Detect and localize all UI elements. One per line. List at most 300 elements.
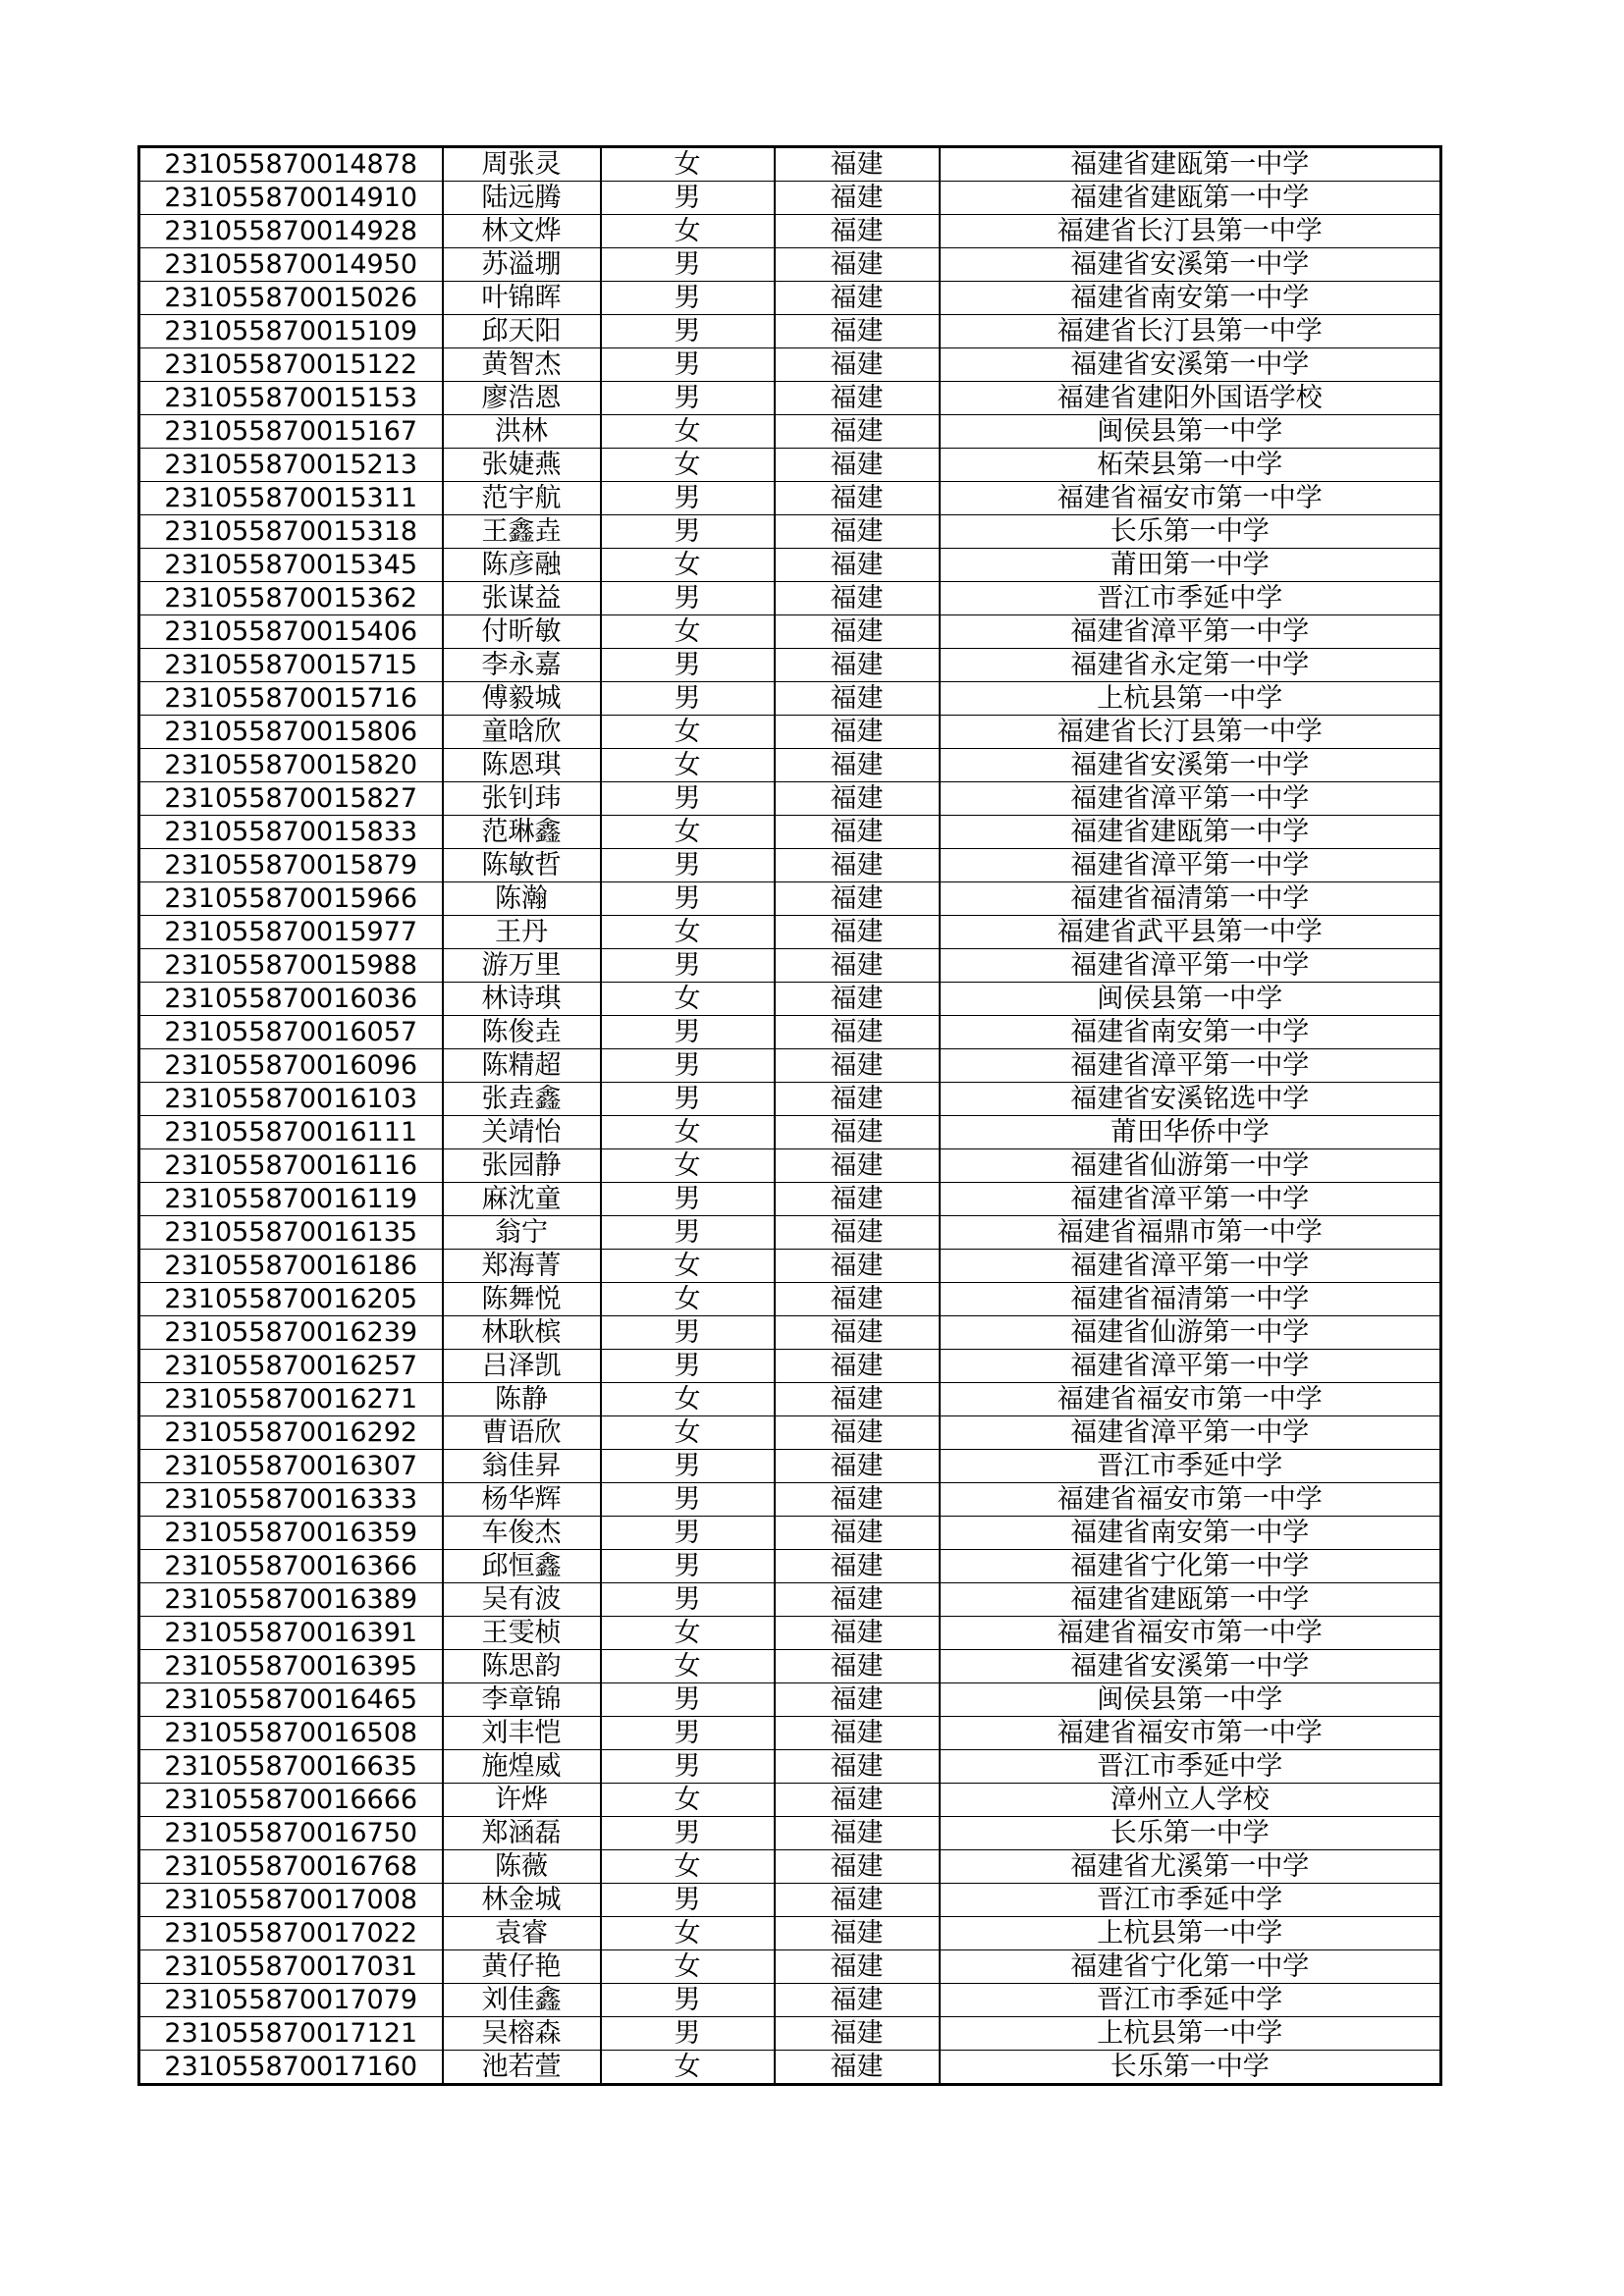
school-cell: 上杭县第一中学 [940, 1917, 1441, 1950]
gender-cell: 男 [601, 1984, 775, 2017]
school-cell: 福建省仙游第一中学 [940, 1316, 1441, 1350]
province-cell: 福建 [775, 1116, 940, 1149]
exam-id-cell: 231055870017031 [139, 1950, 443, 1984]
roster-body [139, 147, 1441, 2085]
gender-cell: 女 [601, 615, 775, 649]
school-cell: 长乐第一中学 [940, 1817, 1441, 1850]
province-cell: 福建 [775, 1183, 940, 1216]
gender-cell: 女 [601, 1116, 775, 1149]
table-row [139, 1850, 1441, 1884]
student-name-cell: 林金城 [443, 1884, 601, 1917]
gender-cell: 女 [601, 1650, 775, 1683]
school-cell: 福建省福安市第一中学 [940, 1383, 1441, 1416]
exam-id-cell: 231055870016205 [139, 1283, 443, 1316]
table-row [139, 1450, 1441, 1483]
school-cell: 漳州立人学校 [940, 1784, 1441, 1817]
student-name-cell: 邱恒鑫 [443, 1550, 601, 1583]
exam-id-cell: 231055870016119 [139, 1183, 443, 1216]
school-cell: 福建省长汀县第一中学 [940, 315, 1441, 348]
student-name-cell: 杨华辉 [443, 1483, 601, 1517]
gender-cell: 男 [601, 1583, 775, 1617]
province-cell: 福建 [775, 882, 940, 916]
exam-id-cell: 231055870016666 [139, 1784, 443, 1817]
exam-id-cell: 231055870015806 [139, 716, 443, 749]
gender-cell: 男 [601, 949, 775, 983]
exam-id-cell: 231055870014878 [139, 147, 443, 182]
school-cell: 晋江市季延中学 [940, 1984, 1441, 2017]
province-cell: 福建 [775, 1316, 940, 1350]
table-row [139, 348, 1441, 382]
exam-id-cell: 231055870015827 [139, 782, 443, 816]
province-cell: 福建 [775, 1483, 940, 1517]
student-name-cell: 翁佳昇 [443, 1450, 601, 1483]
exam-id-cell: 231055870015122 [139, 348, 443, 382]
student-name-cell: 陈薇 [443, 1850, 601, 1884]
school-cell: 福建省南安第一中学 [940, 282, 1441, 315]
table-row [139, 1750, 1441, 1784]
gender-cell: 男 [601, 1183, 775, 1216]
province-cell: 福建 [775, 415, 940, 449]
student-name-cell: 陈舞悦 [443, 1283, 601, 1316]
province-cell: 福建 [775, 1383, 940, 1416]
gender-cell: 男 [601, 1717, 775, 1750]
student-name-cell: 陈恩琪 [443, 749, 601, 782]
gender-cell: 女 [601, 716, 775, 749]
exam-id-cell: 231055870016333 [139, 1483, 443, 1517]
table-row [139, 582, 1441, 615]
gender-cell: 女 [601, 816, 775, 849]
student-name-cell: 付昕敏 [443, 615, 601, 649]
gender-cell: 女 [601, 749, 775, 782]
gender-cell: 女 [601, 1250, 775, 1283]
student-name-cell: 童晗欣 [443, 716, 601, 749]
gender-cell: 男 [601, 1350, 775, 1383]
school-cell: 福建省南安第一中学 [940, 1016, 1441, 1049]
exam-id-cell: 231055870016135 [139, 1216, 443, 1250]
province-cell: 福建 [775, 482, 940, 515]
table-row [139, 1550, 1441, 1583]
table-row [139, 1083, 1441, 1116]
table-row [139, 482, 1441, 515]
table-row [139, 415, 1441, 449]
school-cell: 闽侯县第一中学 [940, 983, 1441, 1016]
exam-id-cell: 231055870015167 [139, 415, 443, 449]
gender-cell: 女 [601, 1784, 775, 1817]
gender-cell: 男 [601, 482, 775, 515]
table-row [139, 215, 1441, 248]
school-cell: 福建省漳平第一中学 [940, 1350, 1441, 1383]
student-name-cell: 刘丰恺 [443, 1717, 601, 1750]
table-row [139, 782, 1441, 816]
gender-cell: 男 [601, 1750, 775, 1784]
student-name-cell: 袁睿 [443, 1917, 601, 1950]
table-row [139, 1950, 1441, 1984]
table-row [139, 1483, 1441, 1517]
table-row [139, 615, 1441, 649]
gender-cell: 男 [601, 782, 775, 816]
table-row [139, 682, 1441, 716]
exam-id-cell: 231055870015153 [139, 382, 443, 415]
school-cell: 福建省漳平第一中学 [940, 1183, 1441, 1216]
province-cell: 福建 [775, 1250, 940, 1283]
gender-cell: 女 [601, 1149, 775, 1183]
student-name-cell: 张婕燕 [443, 449, 601, 482]
student-name-cell: 麻沈童 [443, 1183, 601, 1216]
province-cell: 福建 [775, 949, 940, 983]
table-row [139, 1116, 1441, 1149]
exam-id-cell: 231055870017022 [139, 1917, 443, 1950]
table-row [139, 1884, 1441, 1917]
table-row [139, 649, 1441, 682]
gender-cell: 男 [601, 382, 775, 415]
student-name-cell: 叶锦晖 [443, 282, 601, 315]
school-cell: 晋江市季延中学 [940, 1450, 1441, 1483]
exam-id-cell: 231055870016036 [139, 983, 443, 1016]
gender-cell: 男 [601, 2017, 775, 2051]
exam-id-cell: 231055870016465 [139, 1683, 443, 1717]
school-cell: 福建省宁化第一中学 [940, 1550, 1441, 1583]
school-cell: 福建省漳平第一中学 [940, 615, 1441, 649]
province-cell: 福建 [775, 315, 940, 348]
exam-id-cell: 231055870015109 [139, 315, 443, 348]
exam-id-cell: 231055870016057 [139, 1016, 443, 1049]
table-row [139, 1984, 1441, 2017]
gender-cell: 男 [601, 649, 775, 682]
exam-id-cell: 231055870015988 [139, 949, 443, 983]
table-row [139, 382, 1441, 415]
province-cell: 福建 [775, 816, 940, 849]
student-name-cell: 许烨 [443, 1784, 601, 1817]
province-cell: 福建 [775, 147, 940, 182]
exam-id-cell: 231055870016186 [139, 1250, 443, 1283]
exam-id-cell: 231055870017008 [139, 1884, 443, 1917]
table-row [139, 1250, 1441, 1283]
school-cell: 福建省福安市第一中学 [940, 1717, 1441, 1750]
gender-cell: 男 [601, 1817, 775, 1850]
student-name-cell: 游万里 [443, 949, 601, 983]
school-cell: 福建省安溪第一中学 [940, 248, 1441, 282]
province-cell: 福建 [775, 1917, 940, 1950]
exam-id-cell: 231055870016096 [139, 1049, 443, 1083]
province-cell: 福建 [775, 182, 940, 215]
student-name-cell: 陈静 [443, 1383, 601, 1416]
gender-cell: 男 [601, 1683, 775, 1717]
province-cell: 福建 [775, 1817, 940, 1850]
province-cell: 福建 [775, 1617, 940, 1650]
school-cell: 福建省仙游第一中学 [940, 1149, 1441, 1183]
exam-id-cell: 231055870015820 [139, 749, 443, 782]
school-cell: 福建省长汀县第一中学 [940, 716, 1441, 749]
gender-cell: 女 [601, 1917, 775, 1950]
gender-cell: 男 [601, 182, 775, 215]
gender-cell: 男 [601, 582, 775, 615]
province-cell: 福建 [775, 449, 940, 482]
gender-cell: 男 [601, 882, 775, 916]
school-cell: 福建省福安市第一中学 [940, 1617, 1441, 1650]
school-cell: 福建省福安市第一中学 [940, 1483, 1441, 1517]
student-name-cell: 池若萱 [443, 2051, 601, 2085]
exam-id-cell: 231055870016508 [139, 1717, 443, 1750]
province-cell: 福建 [775, 582, 940, 615]
exam-id-cell: 231055870016111 [139, 1116, 443, 1149]
province-cell: 福建 [775, 2051, 940, 2085]
school-cell: 福建省福清第一中学 [940, 882, 1441, 916]
student-name-cell: 陈彦融 [443, 549, 601, 582]
student-name-cell: 王雯桢 [443, 1617, 601, 1650]
province-cell: 福建 [775, 1517, 940, 1550]
student-name-cell: 关靖怡 [443, 1116, 601, 1149]
table-row [139, 182, 1441, 215]
student-name-cell: 吕泽凯 [443, 1350, 601, 1383]
student-name-cell: 张钊玮 [443, 782, 601, 816]
gender-cell: 男 [601, 1316, 775, 1350]
exam-id-cell: 231055870014928 [139, 215, 443, 248]
province-cell: 福建 [775, 1750, 940, 1784]
province-cell: 福建 [775, 1784, 940, 1817]
gender-cell: 女 [601, 1383, 775, 1416]
table-row [139, 147, 1441, 182]
school-cell: 福建省南安第一中学 [940, 1517, 1441, 1550]
province-cell: 福建 [775, 1083, 940, 1116]
table-row [139, 1416, 1441, 1450]
student-name-cell: 陈精超 [443, 1049, 601, 1083]
school-cell: 闽侯县第一中学 [940, 415, 1441, 449]
exam-id-cell: 231055870015406 [139, 615, 443, 649]
gender-cell: 男 [601, 515, 775, 549]
table-row [139, 882, 1441, 916]
school-cell: 晋江市季延中学 [940, 1884, 1441, 1917]
student-name-cell: 郑涵磊 [443, 1817, 601, 1850]
province-cell: 福建 [775, 1450, 940, 1483]
student-name-cell: 傅毅城 [443, 682, 601, 716]
table-row [139, 716, 1441, 749]
exam-id-cell: 231055870014950 [139, 248, 443, 282]
student-name-cell: 吴榕森 [443, 2017, 601, 2051]
table-row [139, 1517, 1441, 1550]
student-name-cell: 苏溢堋 [443, 248, 601, 282]
gender-cell: 男 [601, 348, 775, 382]
table-row [139, 949, 1441, 983]
table-row [139, 1216, 1441, 1250]
student-name-cell: 陈敏哲 [443, 849, 601, 882]
province-cell: 福建 [775, 1016, 940, 1049]
exam-id-cell: 231055870016271 [139, 1383, 443, 1416]
province-cell: 福建 [775, 649, 940, 682]
table-row [139, 1917, 1441, 1950]
student-name-cell: 范宇航 [443, 482, 601, 515]
school-cell: 福建省建阳外国语学校 [940, 382, 1441, 415]
exam-id-cell: 231055870016257 [139, 1350, 443, 1383]
province-cell: 福建 [775, 983, 940, 1016]
student-name-cell: 周张灵 [443, 147, 601, 182]
province-cell: 福建 [775, 682, 940, 716]
province-cell: 福建 [775, 1049, 940, 1083]
exam-id-cell: 231055870017079 [139, 1984, 443, 2017]
exam-id-cell: 231055870016292 [139, 1416, 443, 1450]
province-cell: 福建 [775, 549, 940, 582]
table-row [139, 1149, 1441, 1183]
province-cell: 福建 [775, 1416, 940, 1450]
school-cell: 福建省福安市第一中学 [940, 482, 1441, 515]
gender-cell: 男 [601, 282, 775, 315]
exam-id-cell: 231055870016768 [139, 1850, 443, 1884]
table-row [139, 1350, 1441, 1383]
school-cell: 福建省漳平第一中学 [940, 949, 1441, 983]
exam-id-cell: 231055870015345 [139, 549, 443, 582]
province-cell: 福建 [775, 215, 940, 248]
table-row [139, 1650, 1441, 1683]
student-name-cell: 陈瀚 [443, 882, 601, 916]
table-row [139, 1617, 1441, 1650]
school-cell: 福建省长汀县第一中学 [940, 215, 1441, 248]
gender-cell: 男 [601, 1517, 775, 1550]
student-name-cell: 吴有波 [443, 1583, 601, 1617]
school-cell: 福建省漳平第一中学 [940, 1416, 1441, 1450]
school-cell: 福建省建瓯第一中学 [940, 147, 1441, 182]
table-row [139, 549, 1441, 582]
student-name-cell: 林诗琪 [443, 983, 601, 1016]
student-name-cell: 李永嘉 [443, 649, 601, 682]
school-cell: 福建省安溪第一中学 [940, 348, 1441, 382]
gender-cell: 女 [601, 1950, 775, 1984]
province-cell: 福建 [775, 282, 940, 315]
exam-id-cell: 231055870015716 [139, 682, 443, 716]
table-row [139, 248, 1441, 282]
gender-cell: 女 [601, 2051, 775, 2085]
province-cell: 福建 [775, 1650, 940, 1683]
student-name-cell: 王鑫垚 [443, 515, 601, 549]
student-name-cell: 施煌威 [443, 1750, 601, 1784]
exam-id-cell: 231055870015362 [139, 582, 443, 615]
student-name-cell: 洪林 [443, 415, 601, 449]
student-name-cell: 刘佳鑫 [443, 1984, 601, 2017]
school-cell: 福建省福清第一中学 [940, 1283, 1441, 1316]
gender-cell: 女 [601, 215, 775, 248]
student-name-cell: 张谋益 [443, 582, 601, 615]
exam-id-cell: 231055870016391 [139, 1617, 443, 1650]
school-cell: 福建省漳平第一中学 [940, 1250, 1441, 1283]
exam-id-cell: 231055870016395 [139, 1650, 443, 1683]
student-name-cell: 翁宁 [443, 1216, 601, 1250]
gender-cell: 女 [601, 415, 775, 449]
exam-id-cell: 231055870016366 [139, 1550, 443, 1583]
province-cell: 福建 [775, 1683, 940, 1717]
student-name-cell: 范琳鑫 [443, 816, 601, 849]
student-name-cell: 陆远腾 [443, 182, 601, 215]
province-cell: 福建 [775, 382, 940, 415]
student-name-cell: 李章锦 [443, 1683, 601, 1717]
student-name-cell: 黄智杰 [443, 348, 601, 382]
province-cell: 福建 [775, 1984, 940, 2017]
gender-cell: 男 [601, 849, 775, 882]
gender-cell: 女 [601, 147, 775, 182]
gender-cell: 女 [601, 1617, 775, 1650]
province-cell: 福建 [775, 1717, 940, 1750]
exam-id-cell: 231055870014910 [139, 182, 443, 215]
student-name-cell: 张园静 [443, 1149, 601, 1183]
school-cell: 柘荣县第一中学 [940, 449, 1441, 482]
exam-id-cell: 231055870016389 [139, 1583, 443, 1617]
gender-cell: 男 [601, 1049, 775, 1083]
table-row [139, 983, 1441, 1016]
table-row [139, 1784, 1441, 1817]
exam-id-cell: 231055870015977 [139, 916, 443, 949]
exam-id-cell: 231055870015715 [139, 649, 443, 682]
province-cell: 福建 [775, 1950, 940, 1984]
province-cell: 福建 [775, 916, 940, 949]
province-cell: 福建 [775, 1550, 940, 1583]
student-name-cell: 廖浩恩 [443, 382, 601, 415]
school-cell: 上杭县第一中学 [940, 2017, 1441, 2051]
school-cell: 福建省建瓯第一中学 [940, 182, 1441, 215]
exam-id-cell: 231055870016359 [139, 1517, 443, 1550]
exam-id-cell: 231055870016307 [139, 1450, 443, 1483]
exam-id-cell: 231055870015318 [139, 515, 443, 549]
student-name-cell: 车俊杰 [443, 1517, 601, 1550]
school-cell: 福建省宁化第一中学 [940, 1950, 1441, 1984]
exam-id-cell: 231055870015026 [139, 282, 443, 315]
province-cell: 福建 [775, 2017, 940, 2051]
exam-id-cell: 231055870016239 [139, 1316, 443, 1350]
school-cell: 上杭县第一中学 [940, 682, 1441, 716]
table-row [139, 849, 1441, 882]
gender-cell: 男 [601, 248, 775, 282]
gender-cell: 女 [601, 449, 775, 482]
table-row [139, 1683, 1441, 1717]
student-name-cell: 张垚鑫 [443, 1083, 601, 1116]
exam-id-cell: 231055870015966 [139, 882, 443, 916]
exam-id-cell: 231055870015213 [139, 449, 443, 482]
student-name-cell: 林耿槟 [443, 1316, 601, 1350]
exam-id-cell: 231055870015833 [139, 816, 443, 849]
province-cell: 福建 [775, 1216, 940, 1250]
province-cell: 福建 [775, 615, 940, 649]
student-name-cell: 林文烨 [443, 215, 601, 248]
province-cell: 福建 [775, 248, 940, 282]
student-name-cell: 黄仔艳 [443, 1950, 601, 1984]
table-row [139, 1717, 1441, 1750]
table-row [139, 1049, 1441, 1083]
table-row [139, 1016, 1441, 1049]
gender-cell: 女 [601, 1850, 775, 1884]
exam-id-cell: 231055870017121 [139, 2017, 443, 2051]
gender-cell: 男 [601, 1016, 775, 1049]
province-cell: 福建 [775, 1850, 940, 1884]
school-cell: 福建省漳平第一中学 [940, 1049, 1441, 1083]
province-cell: 福建 [775, 515, 940, 549]
exam-id-cell: 231055870015311 [139, 482, 443, 515]
student-name-cell: 陈俊垚 [443, 1016, 601, 1049]
table-row [139, 515, 1441, 549]
gender-cell: 女 [601, 1416, 775, 1450]
exam-id-cell: 231055870017160 [139, 2051, 443, 2085]
exam-id-cell: 231055870016635 [139, 1750, 443, 1784]
province-cell: 福建 [775, 849, 940, 882]
exam-id-cell: 231055870015879 [139, 849, 443, 882]
table-row [139, 2017, 1441, 2051]
table-row [139, 1383, 1441, 1416]
exam-id-cell: 231055870016103 [139, 1083, 443, 1116]
student-name-cell: 陈思韵 [443, 1650, 601, 1683]
gender-cell: 女 [601, 549, 775, 582]
gender-cell: 女 [601, 1283, 775, 1316]
table-row [139, 1583, 1441, 1617]
province-cell: 福建 [775, 716, 940, 749]
school-cell: 福建省尤溪第一中学 [940, 1850, 1441, 1884]
gender-cell: 男 [601, 315, 775, 348]
table-row [139, 1316, 1441, 1350]
table-row [139, 449, 1441, 482]
